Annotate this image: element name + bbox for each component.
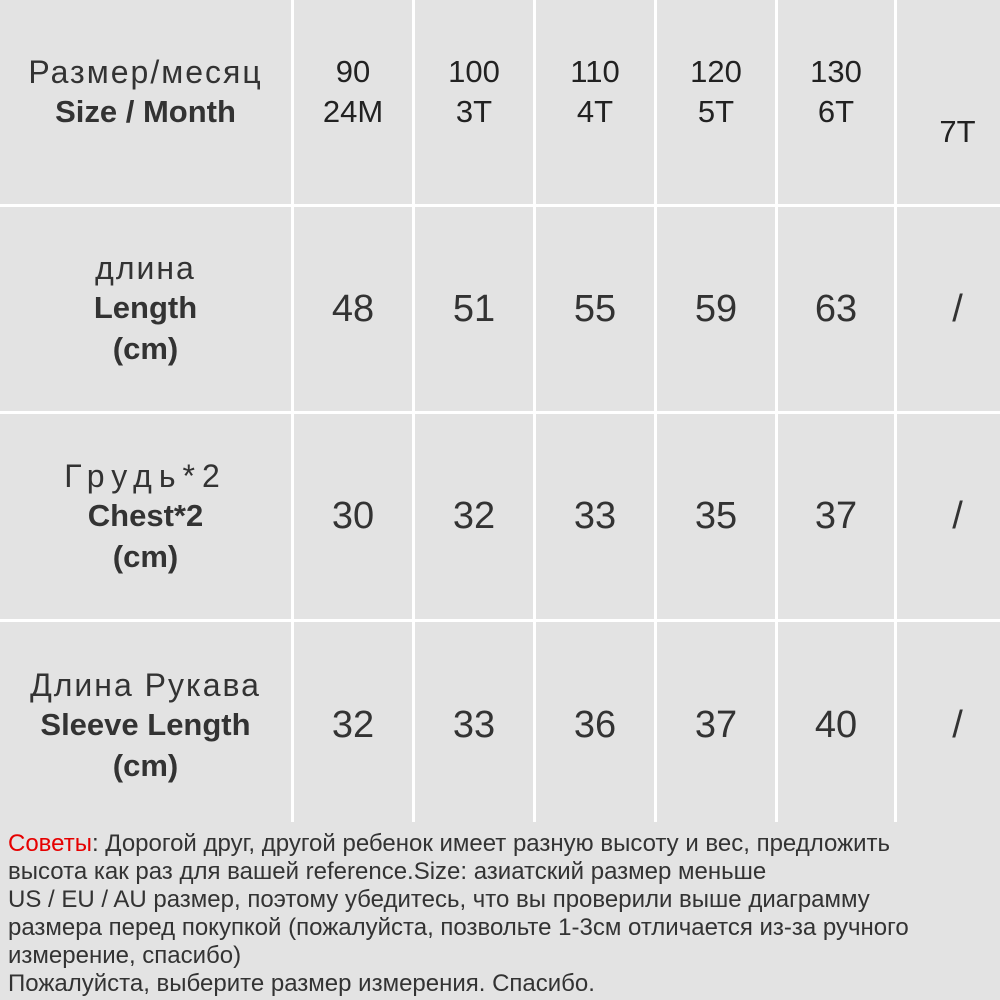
value: 40 bbox=[814, 704, 858, 746]
value: 48 bbox=[331, 287, 375, 330]
value: 33 bbox=[452, 704, 496, 746]
header-label-ru: Размер/месяц bbox=[28, 54, 263, 90]
header-size-cell bbox=[778, 0, 894, 204]
row-label-en: Chest*2 bbox=[87, 497, 204, 533]
size-age: 6T bbox=[817, 94, 855, 129]
size-cm: 100 bbox=[448, 54, 500, 89]
value: / bbox=[952, 495, 963, 537]
value-cell bbox=[897, 414, 1000, 619]
row-unit: (cm) bbox=[112, 331, 179, 366]
row-label-en: Sleeve Length bbox=[40, 706, 251, 742]
row-label-ru: Длина Рукава bbox=[30, 666, 261, 703]
value-cell bbox=[657, 622, 775, 829]
value: 35 bbox=[694, 495, 738, 537]
size-age: 5T bbox=[697, 94, 735, 129]
value: 51 bbox=[452, 287, 496, 330]
row-label-cell bbox=[0, 207, 291, 411]
value-cell bbox=[415, 622, 533, 829]
tips-note bbox=[0, 822, 1000, 1000]
tips-line: US / EU / AU размер, поэтому убедитесь, что вы проверили выше диаграмму bbox=[8, 886, 870, 913]
header-size-cell bbox=[294, 0, 412, 204]
value-cell bbox=[897, 207, 1000, 411]
value: / bbox=[952, 704, 963, 746]
size-age: 24M bbox=[322, 94, 384, 129]
row-label-ru: Грудь*2 bbox=[64, 457, 227, 494]
row-label-ru: длина bbox=[95, 250, 196, 286]
value: 32 bbox=[452, 495, 496, 537]
value: 30 bbox=[331, 495, 375, 537]
size-cm: 120 bbox=[690, 54, 742, 89]
size-cm: 90 bbox=[335, 54, 371, 89]
tips-line bbox=[8, 830, 992, 858]
tips-line: измерение, спасибо) bbox=[8, 942, 242, 969]
size-age: 4T bbox=[576, 94, 614, 129]
header-size-cell bbox=[415, 0, 533, 204]
value: 32 bbox=[331, 704, 375, 746]
tips-line: высота как раз для вашей reference.Size: азиатский размер меньше bbox=[8, 858, 767, 885]
tips-line: Пожалуйста, выберите размер измерения. Спасибо. bbox=[8, 970, 595, 997]
header-label-cell bbox=[0, 0, 291, 204]
size-cm: 130 bbox=[810, 54, 862, 89]
value: 55 bbox=[573, 287, 617, 330]
value-cell bbox=[294, 414, 412, 619]
size-cm: 110 bbox=[570, 54, 620, 89]
value-cell bbox=[778, 622, 894, 829]
row-label-en: Length bbox=[93, 290, 198, 325]
header-size-cell bbox=[536, 0, 654, 204]
value-cell bbox=[897, 622, 1000, 829]
row-label-cell bbox=[0, 622, 291, 829]
value-cell bbox=[415, 414, 533, 619]
value-cell bbox=[294, 622, 412, 829]
row-label-cell bbox=[0, 414, 291, 619]
tips-line: размера перед покупкой (пожалуйста, позвольте 1-3см отличается из-за ручного bbox=[8, 914, 909, 941]
row-unit: (cm) bbox=[112, 747, 179, 783]
size-age: 7T bbox=[939, 114, 976, 149]
value-cell bbox=[536, 622, 654, 829]
value: 36 bbox=[573, 704, 617, 746]
value-cell bbox=[778, 207, 894, 411]
value-cell bbox=[536, 414, 654, 619]
row-unit: (cm) bbox=[112, 538, 179, 574]
value-cell bbox=[657, 207, 775, 411]
value-cell bbox=[657, 414, 775, 619]
value: / bbox=[952, 287, 963, 330]
value-cell bbox=[294, 207, 412, 411]
header-size-cell bbox=[897, 0, 1000, 204]
value: 37 bbox=[694, 704, 738, 746]
value-cell bbox=[415, 207, 533, 411]
tips-prefix: Советы bbox=[8, 830, 92, 857]
value-cell bbox=[536, 207, 654, 411]
value: 33 bbox=[573, 495, 617, 537]
value-cell bbox=[778, 414, 894, 619]
header-size-cell bbox=[657, 0, 775, 204]
size-age: 3T bbox=[455, 94, 493, 129]
value: 59 bbox=[694, 287, 738, 330]
tips-text: : Дорогой друг, другой ребенок имеет разную высоту и вес, предложить bbox=[91, 830, 891, 857]
value: 63 bbox=[814, 287, 858, 330]
header-label-en: Size / Month bbox=[55, 94, 236, 129]
value: 37 bbox=[814, 495, 858, 537]
